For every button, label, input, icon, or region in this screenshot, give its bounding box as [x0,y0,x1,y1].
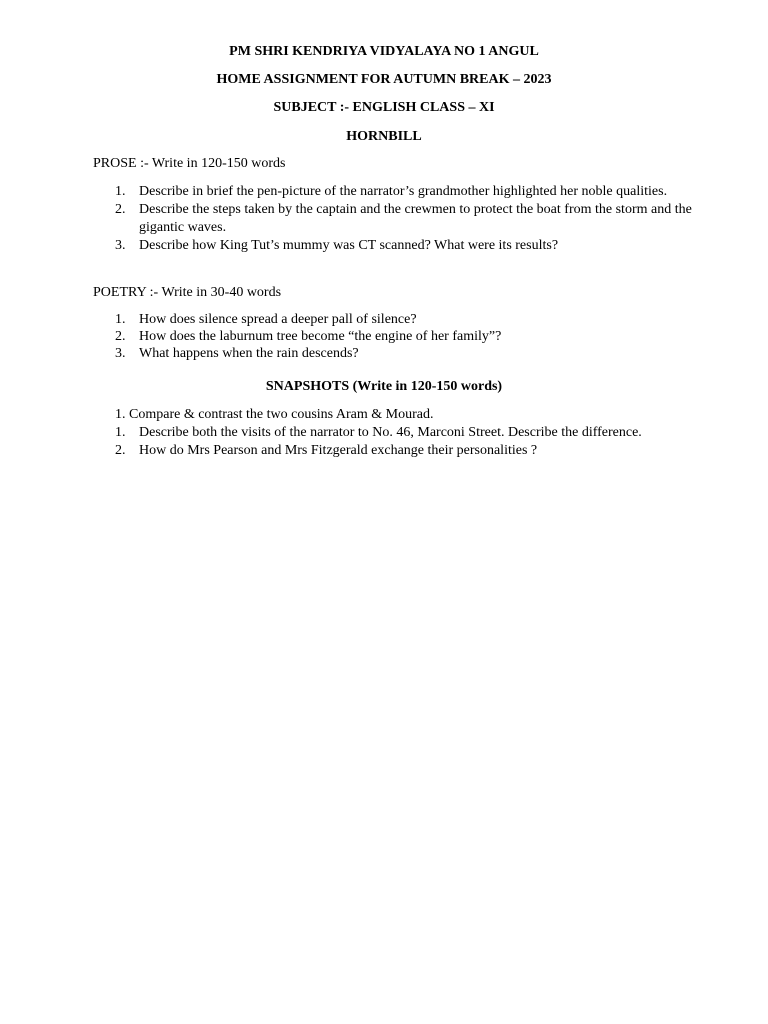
assignment-title: HOME ASSIGNMENT FOR AUTUMN BREAK – 2023 [216,72,552,87]
list-item-text: Describe in brief the pen-picture of the narrator’s grandmother highlighted her noble qualities. [139,184,668,199]
school-title: PM SHRI KENDRIYA VIDYALAYA NO 1 ANGUL [229,44,539,59]
list-item-text: How do Mrs Pearson and Mrs Fitzgerald exchange their personalities ? [139,443,538,458]
list-item-number: 2. [115,202,126,217]
list-item [93,345,693,362]
list-item-number: 2. [115,329,126,344]
list-item-text: How does silence spread a deeper pall of silence? [139,312,417,327]
list-item-text: Describe how King Tut’s mummy was CT scanned? What were its results? [139,238,559,253]
list-item [93,311,693,328]
subject-title: SUBJECT :- ENGLISH CLASS – XI [273,100,495,115]
list-item [93,183,693,201]
snapshots-first-item: 1. Compare & contrast the two cousins Aram & Mourad. [115,407,434,422]
list-item-number: 3. [115,346,126,361]
list-item-number: 2. [115,443,126,458]
list-item-number: 1. [115,184,126,199]
list-item [93,442,693,460]
poetry-label: POETRY :- Write in 30-40 words [93,285,282,300]
list-item [93,424,693,442]
prose-label: PROSE :- Write in 120-150 words [93,156,286,171]
list-item-number: 1. [115,312,126,327]
book-title: HORNBILL [346,129,422,144]
list-item [93,237,693,255]
list-item-text: Describe the steps taken by the captain and the crewmen to protect the boat from the storm and the gigantic waves. [139,202,692,235]
snapshots-list [93,424,693,460]
list-item [93,201,693,237]
list-item-number: 3. [115,238,126,253]
prose-list [93,183,693,255]
list-item-number: 1. [115,425,126,440]
snapshots-heading: SNAPSHOTS (Write in 120-150 words) [265,379,503,394]
poetry-list [93,311,693,362]
list-item-text: How does the laburnum tree become “the engine of her family”? [139,329,502,344]
list-item-text: What happens when the rain descends? [139,346,359,361]
list-item [93,328,693,345]
list-item-text: Describe both the visits of the narrator to No. 46, Marconi Street. Describe the difference. [139,425,642,440]
